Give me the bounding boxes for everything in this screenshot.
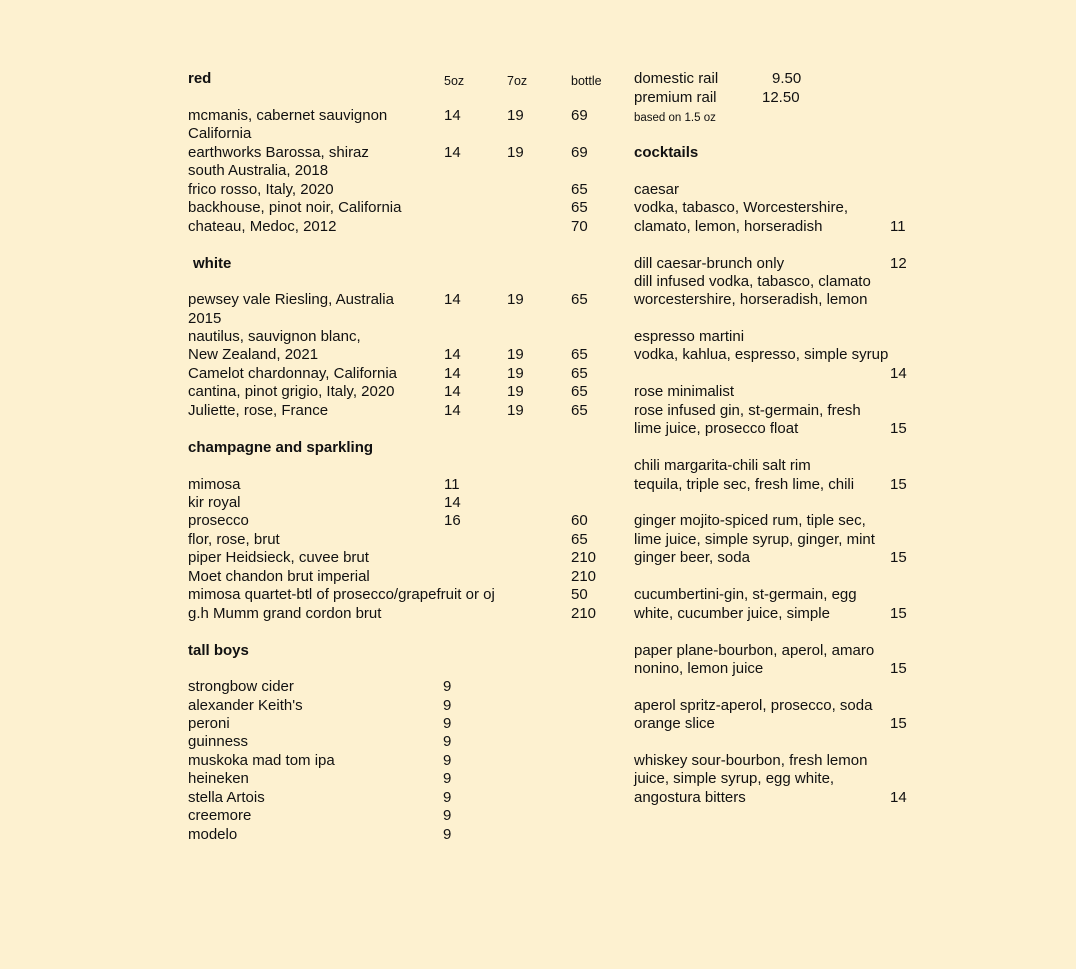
price-7oz: 19 <box>507 144 524 161</box>
price-5oz: 14 <box>444 291 461 308</box>
cocktail-name: whiskey sour-bourbon, fresh lemon <box>634 752 868 769</box>
wine-origin: New Zealand, 2021 <box>188 346 319 363</box>
price-7oz: 19 <box>507 346 524 363</box>
rail-name: domestic rail <box>634 70 719 87</box>
price-5oz: 14 <box>444 107 461 124</box>
rail-price: 12.50 <box>762 89 800 106</box>
drink-name: flor, rose, brut <box>188 531 280 548</box>
price-5oz: 14 <box>444 383 461 400</box>
price-7oz: 19 <box>507 107 524 124</box>
white-heading: white <box>193 255 232 272</box>
cocktail-desc: tequila, triple sec, fresh lime, chili <box>634 476 855 493</box>
price-bottle: 69 <box>571 144 588 161</box>
wine-origin: California <box>188 125 252 142</box>
cocktail-desc: juice, simple syrup, egg white, <box>634 770 835 787</box>
cocktail-desc: lime juice, simple syrup, ginger, mint <box>634 531 875 548</box>
cocktail-desc: white, cucumber juice, simple <box>634 605 830 622</box>
price-5oz: 14 <box>444 402 461 419</box>
cocktail-name: aperol spritz-aperol, prosecco, soda <box>634 697 873 714</box>
price: 9 <box>443 715 452 732</box>
red-heading: red <box>188 70 212 87</box>
cocktail-name: espresso martini <box>634 328 745 345</box>
wine-name: Juliette, rose, France <box>188 402 329 419</box>
price: 15 <box>890 420 907 437</box>
rail-name: premium rail <box>634 89 717 106</box>
drink-name: mimosa <box>188 476 241 493</box>
wine-name: pewsey vale Riesling, Australia <box>188 291 394 308</box>
price-glass: 11 <box>444 476 460 493</box>
col-bottle-header: bottle <box>571 74 602 88</box>
wine-name: earthworks Barossa, shiraz <box>188 144 369 161</box>
beer-name: heineken <box>188 770 249 787</box>
cocktail-desc: ginger beer, soda <box>634 549 750 566</box>
sparkling-heading: champagne and sparkling <box>188 439 374 456</box>
price-7oz: 19 <box>507 383 524 400</box>
price-7oz: 19 <box>507 291 524 308</box>
cocktail-name: rose minimalist <box>634 383 735 400</box>
price-bottle: 210 <box>571 605 597 622</box>
price: 15 <box>890 660 907 677</box>
beer-name: strongbow cider <box>188 678 294 695</box>
price: 9 <box>443 826 452 843</box>
price: 15 <box>890 549 907 566</box>
drink-name: Moet chandon brut imperial <box>188 568 370 585</box>
price-glass: 14 <box>444 494 461 511</box>
price-bottle: 65 <box>571 199 588 216</box>
price-5oz: 14 <box>444 365 461 382</box>
price-bottle: 210 <box>571 568 597 585</box>
beer-name: creemore <box>188 807 252 824</box>
cocktail-name: dill caesar-brunch only <box>634 255 785 272</box>
beer-name: guinness <box>188 733 249 750</box>
beer-name: stella Artois <box>188 789 265 806</box>
price: 9 <box>443 789 452 806</box>
price: 15 <box>890 476 907 493</box>
price-bottle: 65 <box>571 531 588 548</box>
price-5oz: 14 <box>444 346 461 363</box>
cocktail-desc: rose infused gin, st-germain, fresh <box>634 402 861 419</box>
tallboys-heading: tall boys <box>188 642 249 659</box>
cocktail-desc: orange slice <box>634 715 715 732</box>
beer-name: muskoka mad tom ipa <box>188 752 335 769</box>
wine-name: frico rosso, Italy, 2020 <box>188 181 334 198</box>
cocktail-desc: clamato, lemon, horseradish <box>634 218 823 235</box>
price: 9 <box>443 697 452 714</box>
cocktail-desc: nonino, lemon juice <box>634 660 764 677</box>
price-bottle: 65 <box>571 402 588 419</box>
price: 14 <box>890 365 907 382</box>
price-bottle: 65 <box>571 383 588 400</box>
price-5oz: 14 <box>444 144 461 161</box>
price: 9 <box>443 770 452 787</box>
col-5oz-header: 5oz <box>444 74 465 88</box>
price-bottle: 65 <box>571 181 588 198</box>
price: 12 <box>890 255 907 272</box>
price-bottle: 65 <box>571 291 588 308</box>
beer-name: peroni <box>188 715 230 732</box>
col-7oz-header: 7oz <box>507 74 528 88</box>
cocktail-name: paper plane-bourbon, aperol, amaro <box>634 642 875 659</box>
drink-name: kir royal <box>188 494 241 511</box>
cocktail-desc: worcestershire, horseradish, lemon <box>634 291 868 308</box>
drink-name: mimosa quartet-btl of prosecco/grapefruit or oj <box>188 586 495 603</box>
rail-note: based on 1.5 oz <box>634 112 716 124</box>
price: 14 <box>890 789 907 806</box>
cocktail-desc: vodka, kahlua, espresso, simple syrup <box>634 346 889 363</box>
price: 9 <box>443 678 452 695</box>
cocktail-name: cucumbertini-gin, st-germain, egg <box>634 586 857 603</box>
price: 15 <box>890 605 907 622</box>
price-glass: 16 <box>444 512 461 529</box>
cocktail-name: chili margarita-chili salt rim <box>634 457 811 474</box>
wine-name: Camelot chardonnay, California <box>188 365 397 382</box>
cocktail-desc: lime juice, prosecco float <box>634 420 799 437</box>
wine-name: cantina, pinot grigio, Italy, 2020 <box>188 383 395 400</box>
cocktail-desc: vodka, tabasco, Worcestershire, <box>634 199 848 216</box>
price-7oz: 19 <box>507 402 524 419</box>
price: 9 <box>443 752 452 769</box>
price: 15 <box>890 715 907 732</box>
price-bottle: 50 <box>571 586 588 603</box>
beer-name: alexander Keith's <box>188 697 303 714</box>
cocktail-desc: angostura bitters <box>634 789 746 806</box>
drink-name: piper Heidsieck, cuvee brut <box>188 549 369 566</box>
price-bottle: 60 <box>571 512 588 529</box>
wine-origin: south Australia, 2018 <box>188 162 329 179</box>
wine-name: nautilus, sauvignon blanc, <box>188 328 361 345</box>
wine-origin: 2015 <box>188 310 222 327</box>
drink-name: prosecco <box>188 512 249 529</box>
price: 11 <box>890 218 906 235</box>
cocktail-name: caesar <box>634 181 680 198</box>
price: 9 <box>443 733 452 750</box>
cocktail-desc: dill infused vodka, tabasco, clamato <box>634 273 871 290</box>
wine-name: backhouse, pinot noir, California <box>188 199 402 216</box>
price-bottle: 70 <box>571 218 588 235</box>
rail-price: 9.50 <box>772 70 802 87</box>
beer-name: modelo <box>188 826 238 843</box>
price-7oz: 19 <box>507 365 524 382</box>
price-bottle: 65 <box>571 346 588 363</box>
price-bottle: 65 <box>571 365 588 382</box>
price-bottle: 69 <box>571 107 588 124</box>
wine-name: mcmanis, cabernet sauvignon <box>188 107 388 124</box>
wine-name: chateau, Medoc, 2012 <box>188 218 337 235</box>
price-bottle: 210 <box>571 549 597 566</box>
price: 9 <box>443 807 452 824</box>
cocktails-heading: cocktails <box>634 144 699 161</box>
drink-name: g.h Mumm grand cordon brut <box>188 605 382 622</box>
cocktail-name: ginger mojito-spiced rum, tiple sec, <box>634 512 866 529</box>
